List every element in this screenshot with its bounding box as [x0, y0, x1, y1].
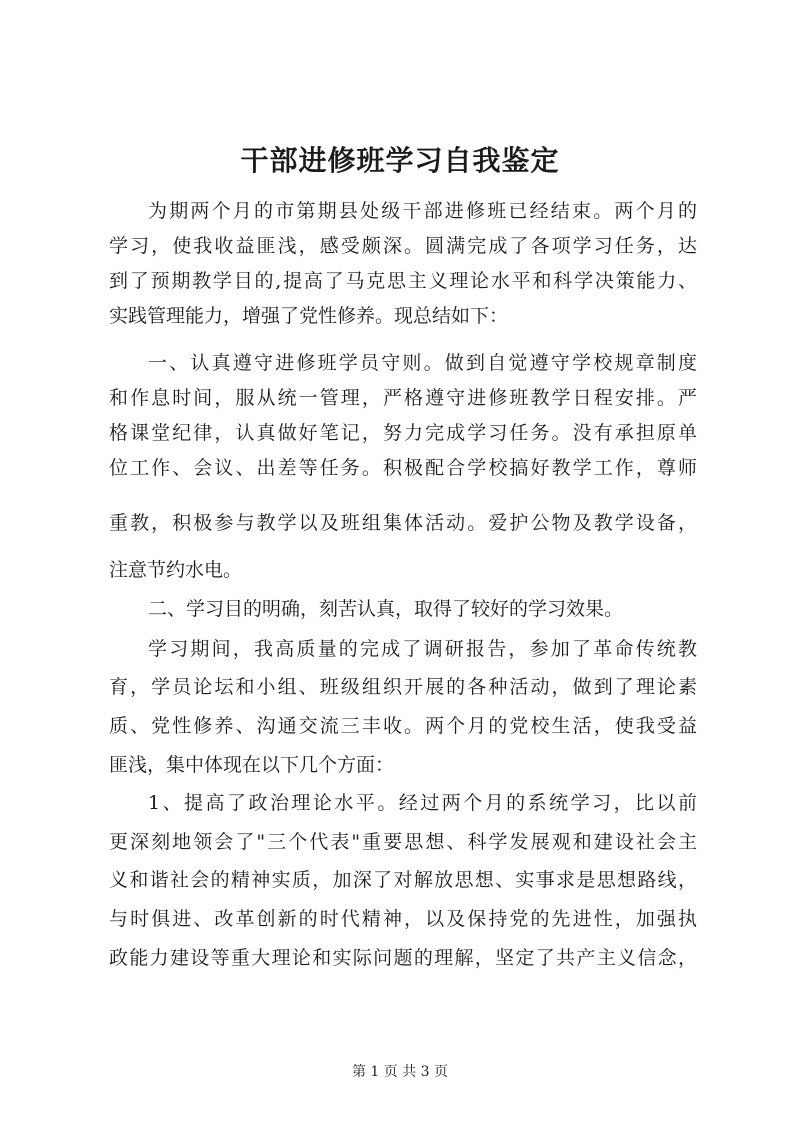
- text-line: 学习，使我收益匪浅，感受颇深。圆满完成了各项学习任务，达: [109, 235, 697, 257]
- text-line: 重教，积极参与教学以及班组集体活动。爱护公物及教学设备，: [109, 512, 697, 534]
- text-line: 学习期间，我高质量的完成了调研报告，参加了革命传统教: [148, 638, 697, 660]
- text-line: 实践管理能力，增强了党性修养。现总结如下：: [109, 305, 509, 327]
- text-line: 1、提高了政治理论水平。经过两个月的系统学习，比以前: [148, 792, 697, 814]
- text-line: 义和谐社会的精神实质，加深了对解放思想、实事求是思想路线，: [109, 869, 697, 891]
- document-title: 干部进修班学习自我鉴定: [240, 144, 560, 177]
- page-footer: 第 1 页 共 3 页: [351, 1064, 449, 1080]
- text-line: 更深刻地领会了"三个代表"重要思想、科学发展观和建设社会主: [109, 831, 697, 853]
- text-line: 一、认真遵守进修班学员守则。做到自觉遵守学校规章制度: [148, 352, 697, 374]
- text-line: 和作息时间，服从统一管理，严格遵守进修班教学日程安排。严: [109, 387, 697, 409]
- text-line: 到了预期教学目的,提高了马克思主义理论水平和科学决策能力、: [109, 270, 697, 292]
- text-line: 政能力建设等重大理论和实际问题的理解，坚定了共产主义信念，: [109, 947, 697, 969]
- text-line: 质、党性修养、沟通交流三丰收。两个月的党校生活，使我受益: [109, 715, 697, 737]
- text-line: 与时俱进、改革创新的时代精神，以及保持党的先进性，加强执: [109, 908, 697, 930]
- text-line: 二、学习目的明确，刻苦认真，取得了较好的学习效果。: [148, 598, 624, 620]
- text-line: 注意节约水电。: [109, 559, 243, 581]
- text-line: 格课堂纪律，认真做好笔记，努力完成学习任务。没有承担原单: [109, 422, 697, 444]
- text-line: 育，学员论坛和小组、班级组织开展的各种活动，做到了理论素: [109, 676, 697, 698]
- text-line: 匪浅，集中体现在以下几个方面：: [109, 754, 395, 776]
- text-line: 位工作、会议、出差等任务。积极配合学校搞好教学工作，尊师: [109, 457, 697, 479]
- text-line: 为期两个月的市第期县处级干部进修班已经结束。两个月的: [148, 200, 697, 222]
